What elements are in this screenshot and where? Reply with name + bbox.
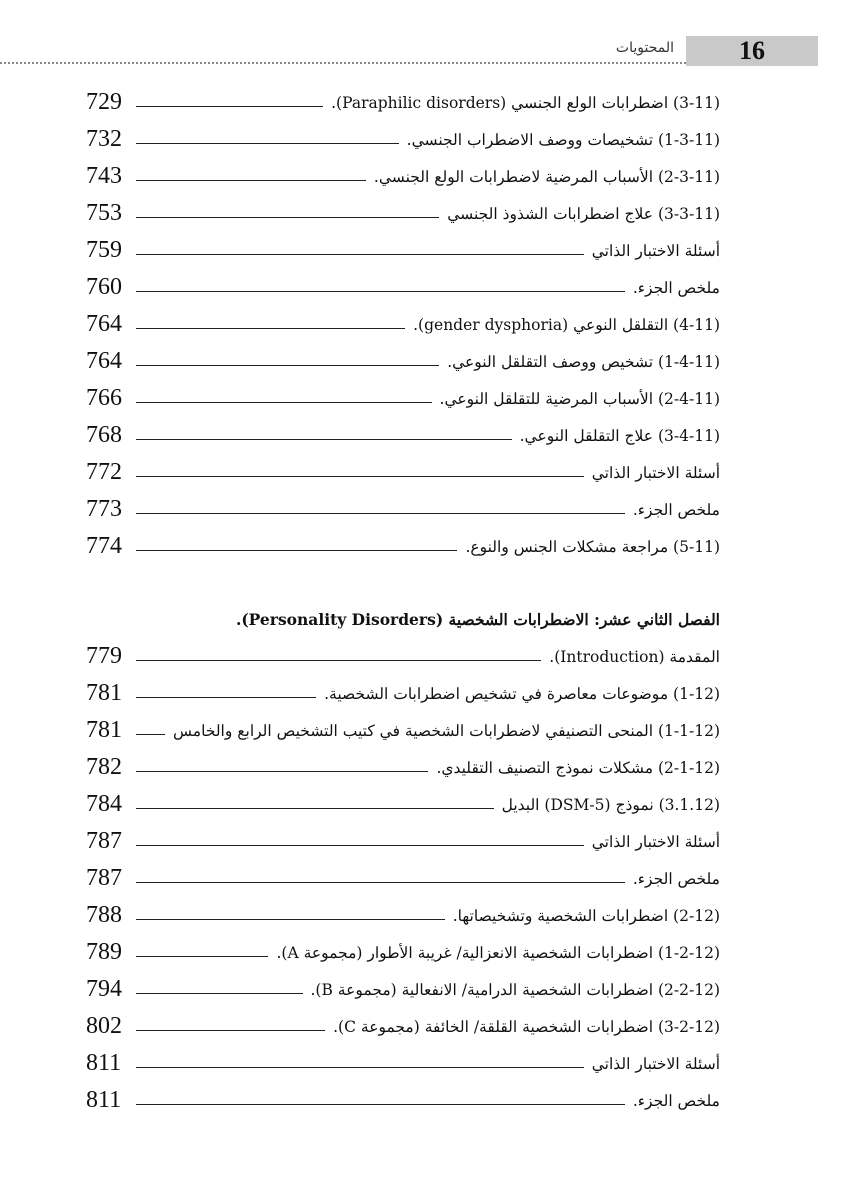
toc-leader-line — [136, 291, 625, 292]
toc-leader-line — [136, 439, 512, 440]
toc-entry-title: (2-3-11) الأسباب المرضية لاضطرابات الولع الجنسي. — [373, 167, 720, 186]
toc-entry-title: ملخص الجزء. — [632, 500, 720, 519]
toc-entry — [86, 269, 720, 306]
toc-entry-title: (1-1-12) المنحى التصنيفي لاضطرابات الشخصية في كتيب التشخيص الرابع والخامس — [173, 721, 720, 740]
page-header — [0, 36, 858, 66]
toc-leader-line — [136, 513, 625, 514]
toc-entry — [86, 638, 720, 675]
toc-entry — [86, 528, 720, 565]
toc-entry-page: 760 — [86, 274, 122, 300]
toc-entry-page: 774 — [86, 533, 122, 559]
toc-entry — [86, 491, 720, 528]
toc-entry — [86, 1082, 720, 1119]
toc-entry-page: 811 — [86, 1050, 122, 1076]
toc-leader-line — [136, 660, 541, 661]
toc-leader-line — [136, 845, 584, 846]
chapter-heading: الفصل الثاني عشر: الاضطرابات الشخصية (Personality Disorders). — [235, 610, 720, 629]
toc-entry — [86, 971, 720, 1008]
toc-entry-page: 773 — [86, 496, 122, 522]
toc-entry-title: (1-4-11) تشخيص ووصف التقلقل النوعي. — [447, 352, 720, 371]
toc-leader-line — [136, 697, 316, 698]
toc-entry — [86, 232, 720, 269]
toc-entry-page: 732 — [86, 126, 122, 152]
toc-leader-line — [136, 1067, 584, 1068]
toc-entry-title: (1-12) موضوعات معاصرة في تشخيص اضطرابات الشخصية. — [324, 684, 720, 703]
toc-leader-line — [136, 402, 432, 403]
header-title: المحتويات — [615, 40, 674, 56]
toc-entry — [86, 675, 720, 712]
toc-entry-title: المقدمة (Introduction). — [549, 647, 720, 666]
toc-entry-title: (2-4-11) الأسباب المرضية للتقلقل النوعي. — [439, 389, 720, 408]
page-number: 16 — [686, 36, 818, 66]
toc-entry — [86, 823, 720, 860]
toc-section-1 — [86, 84, 720, 565]
toc-entry-page: 772 — [86, 459, 122, 485]
toc-leader-line — [136, 180, 366, 181]
toc-entry-title: (3-11) اضطرابات الولع الجنسي (Paraphilic disorders). — [331, 93, 720, 112]
toc-leader-line — [136, 476, 584, 477]
toc-leader-line — [136, 956, 268, 957]
toc-leader-line — [136, 734, 165, 735]
toc-leader-line — [136, 328, 405, 329]
toc-entry-page: 811 — [86, 1087, 122, 1113]
toc-entry-page: 781 — [86, 717, 122, 743]
toc-entry-page: 781 — [86, 680, 122, 706]
toc-leader-line — [136, 254, 584, 255]
toc-entry — [86, 1045, 720, 1082]
toc-leader-line — [136, 1104, 625, 1105]
header-dotted-rule — [0, 62, 686, 64]
toc-entry-page: 764 — [86, 311, 122, 337]
toc-entry-page: 766 — [86, 385, 122, 411]
toc-leader-line — [136, 550, 457, 551]
toc-entry-page: 784 — [86, 791, 122, 817]
toc-entry-title: ملخص الجزء. — [632, 869, 720, 888]
toc-entry-page: 764 — [86, 348, 122, 374]
toc-leader-line — [136, 106, 323, 107]
toc-entry-page: 802 — [86, 1013, 122, 1039]
toc-entry-title: (1-3-11) تشخيصات ووصف الاضطراب الجنسي. — [406, 130, 720, 149]
toc-entry-title: (3-3-11) علاج اضطرابات الشذوذ الجنسي — [447, 204, 720, 223]
toc-entry-title: ملخص الجزء. — [632, 1091, 720, 1110]
toc-entry-page: 729 — [86, 89, 122, 115]
toc-section-2-list — [86, 638, 720, 1119]
toc-entry — [86, 84, 720, 121]
toc-entry-title: (3-4-11) علاج التقلقل النوعي. — [519, 426, 720, 445]
toc-entry — [86, 380, 720, 417]
toc-entry-title: (5-11) مراجعة مشكلات الجنس والنوع. — [465, 537, 720, 556]
toc-entry-page: 759 — [86, 237, 122, 263]
toc-entry-page: 768 — [86, 422, 122, 448]
toc-entry — [86, 860, 720, 897]
toc-entry-title: أسئلة الاختبار الذاتي — [591, 463, 720, 482]
toc-entry-page: 789 — [86, 939, 122, 965]
toc-leader-line — [136, 808, 494, 809]
toc-entry-page: 787 — [86, 828, 122, 854]
toc-entry-title: (3-2-12) اضطرابات الشخصية القلقة/ الخائفة (مجموعة C). — [333, 1017, 720, 1036]
toc-entry — [86, 121, 720, 158]
toc-entry-page: 788 — [86, 902, 122, 928]
toc-entry — [86, 897, 720, 934]
toc-entry — [86, 712, 720, 749]
toc-leader-line — [136, 771, 428, 772]
toc-entry — [86, 195, 720, 232]
toc-leader-line — [136, 993, 303, 994]
toc-entry-page: 753 — [86, 200, 122, 226]
toc-leader-line — [136, 143, 399, 144]
toc-entry — [86, 454, 720, 491]
toc-entry-title: أسئلة الاختبار الذاتي — [591, 241, 720, 260]
toc-entry-page: 787 — [86, 865, 122, 891]
toc-section-2 — [86, 601, 720, 1119]
toc-entry-title: (2-12) اضطرابات الشخصية وتشخيصاتها. — [452, 906, 720, 925]
toc-leader-line — [136, 882, 625, 883]
toc-entry — [86, 343, 720, 380]
toc-entry — [86, 158, 720, 195]
toc-leader-line — [136, 1030, 325, 1031]
toc-entry-title: (2-1-12) مشكلات نموذج التصنيف التقليدي. — [436, 758, 720, 777]
toc-entry-page: 743 — [86, 163, 122, 189]
toc-entry-page: 794 — [86, 976, 122, 1002]
toc-leader-line — [136, 365, 439, 366]
toc-entry — [86, 417, 720, 454]
toc-entry-title: (4-11) التقلقل النوعي (gender dysphoria). — [413, 315, 720, 334]
toc-entry — [86, 786, 720, 823]
toc-entry-title: أسئلة الاختبار الذاتي — [591, 832, 720, 851]
toc-entry-title: أسئلة الاختبار الذاتي — [591, 1054, 720, 1073]
toc-leader-line — [136, 217, 439, 218]
toc-entry-page: 779 — [86, 643, 122, 669]
toc-entry-title: (1-2-12) اضطرابات الشخصية الانعزالية/ غريبة الأطوار (مجموعة A). — [276, 943, 720, 962]
toc-leader-line — [136, 919, 445, 920]
toc-entry-title: (2-2-12) اضطرابات الشخصية الدرامية/ الانفعالية (مجموعة B). — [310, 980, 720, 999]
toc-entry-page: 782 — [86, 754, 122, 780]
toc-entry — [86, 1008, 720, 1045]
toc-entry-title: ملخص الجزء. — [632, 278, 720, 297]
toc-entry — [86, 306, 720, 343]
toc-entry-title: (3.1.12) نموذج (DSM-5) البديل — [501, 795, 720, 814]
toc-entry — [86, 749, 720, 786]
toc-entry — [86, 934, 720, 971]
